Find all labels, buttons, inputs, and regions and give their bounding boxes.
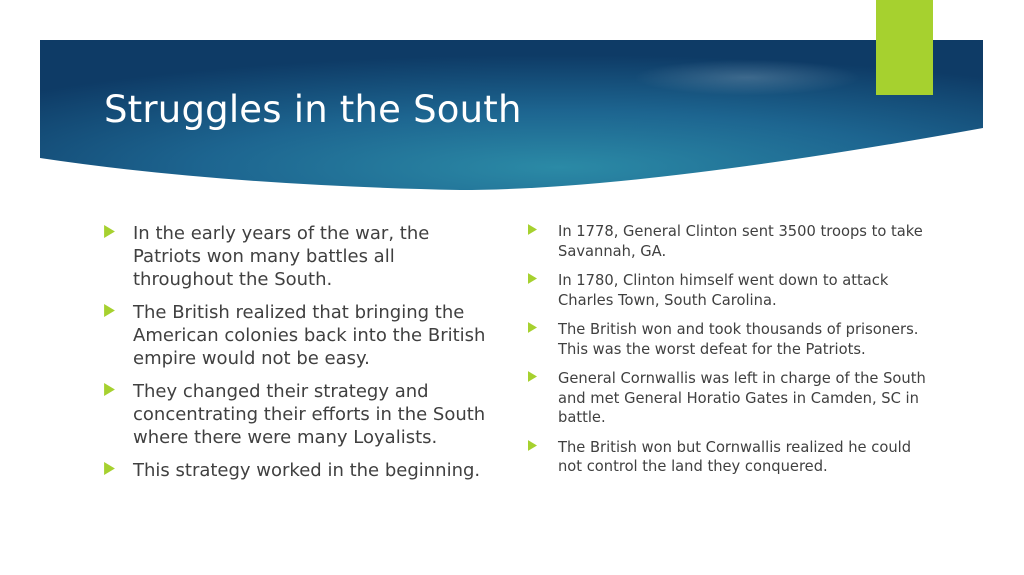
right-bullet-list [528, 222, 928, 487]
bullet-item [528, 320, 928, 359]
bullet-text: In the early years of the war, the Patriots won many battles all throughout the South. [133, 223, 430, 290]
triangle-right-icon [528, 371, 537, 382]
bullet-item [104, 222, 489, 291]
bullet-item [528, 369, 928, 428]
bullet-text: They changed their strategy and concentrating their efforts in the South where there were many Loyalists. [133, 381, 486, 448]
triangle-right-icon [528, 273, 537, 284]
bullet-item [104, 301, 489, 370]
bullet-text: General Cornwallis was left in charge of the South and met General Horatio Gates in Camden, SC in battle. [558, 370, 926, 426]
triangle-right-icon [104, 462, 115, 475]
bullet-text: The British realized that bringing the American colonies back into the British empire would not be easy. [133, 302, 486, 369]
triangle-right-icon [528, 224, 537, 235]
bullet-item [104, 380, 489, 449]
triangle-right-icon [104, 225, 115, 238]
triangle-right-icon [528, 440, 537, 451]
bullet-text: In 1778, General Clinton sent 3500 troops to take Savannah, GA. [558, 223, 923, 260]
bullet-item [104, 459, 489, 482]
triangle-right-icon [104, 383, 115, 396]
bullet-text: The British won and took thousands of prisoners. This was the worst defeat for the Patriots. [558, 321, 919, 358]
bullet-text: In 1780, Clinton himself went down to attack Charles Town, South Carolina. [558, 272, 889, 309]
triangle-right-icon [104, 304, 115, 317]
bullet-text: This strategy worked in the beginning. [133, 460, 481, 481]
bullet-text: The British won but Cornwallis realized he could not control the land they conquered. [558, 438, 912, 475]
bullet-item [528, 438, 928, 477]
bullet-item [528, 271, 928, 310]
slide-title: Struggles in the South [104, 88, 522, 131]
triangle-right-icon [528, 322, 537, 333]
left-bullet-list [104, 222, 489, 492]
accent-tab [876, 0, 933, 95]
bullet-item [528, 222, 928, 261]
